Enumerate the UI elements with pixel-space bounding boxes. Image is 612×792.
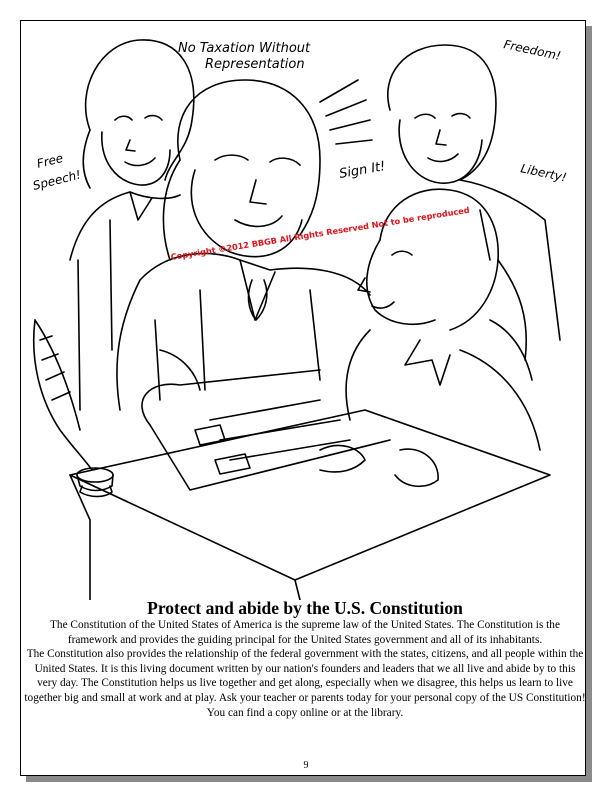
page-shadow-bottom bbox=[26, 776, 592, 782]
quill-and-inkwell bbox=[34, 320, 113, 497]
page-shadow-right bbox=[586, 26, 592, 782]
bubble-freedom: Freedom! bbox=[502, 37, 563, 64]
page-number: 9 bbox=[303, 760, 309, 771]
paragraph-1: The Constitution of the United States of America is the supreme law of the United States. The Constitution is the framework and provides the guiding principal for the United States government and all of its inhabitants. bbox=[50, 619, 560, 646]
bubble-no-taxation-line1: No Taxation Without bbox=[178, 41, 311, 56]
right-boy-figure bbox=[388, 45, 560, 340]
bubble-sign-it: Sign It! bbox=[338, 159, 387, 182]
desk-and-scroll bbox=[70, 370, 550, 600]
left-boy-figure bbox=[70, 40, 194, 410]
caption-block bbox=[24, 598, 586, 720]
bubble-liberty: Liberty! bbox=[519, 161, 568, 185]
bubble-no-taxation-line2: Representation bbox=[205, 57, 305, 72]
copyright-watermark: Copyright ©2012 BBGB All Rights Reserved Not to be reproduced bbox=[170, 204, 471, 262]
emphasis-lines bbox=[320, 80, 372, 144]
paragraph-2: The Constitution also provides the relationship of the federal government with the states, citizens, and all people within the United States. It is this living document written by our nation's founders and leaders that we all live and abide by to this very day. The Constitution helps us live together and get along, especially when we disagree, this helps us learn to live together big and small at work and at play. Ask your teacher or parents today for your personal copy of the US Constitution! You can find a copy online or at the library. bbox=[24, 648, 586, 719]
bubble-free-line1: Free bbox=[35, 150, 65, 171]
bubble-free-line2: Speech! bbox=[31, 167, 83, 193]
coloring-illustration bbox=[20, 20, 586, 600]
page-title: Protect and abide by the U.S. Constitution bbox=[147, 598, 463, 618]
